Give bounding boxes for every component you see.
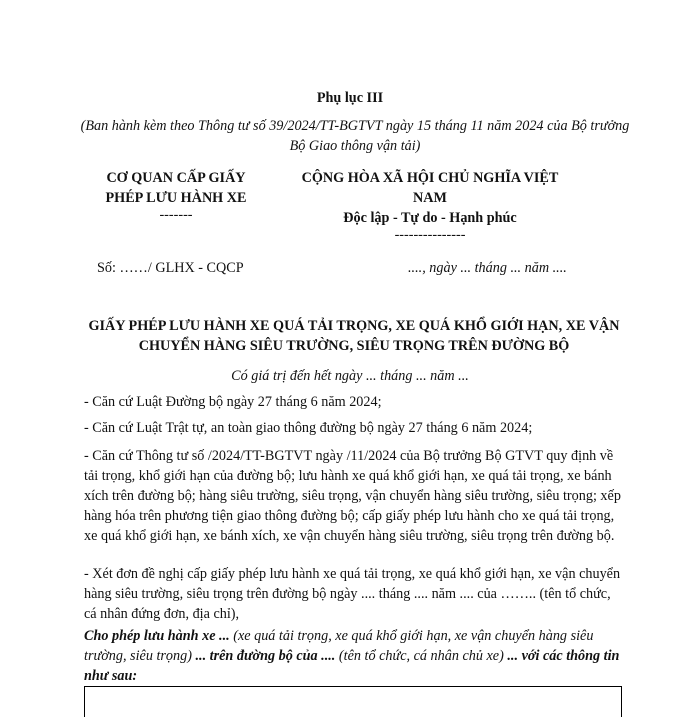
national-divider: --------------- — [394, 227, 466, 243]
grant-part-3: ... trên đường bộ của .... — [195, 648, 336, 664]
national-motto: Độc lập - Tự do - Hạnh phúc — [343, 210, 517, 226]
vehicle-info-table — [84, 686, 622, 717]
agency-line-2: PHÉP LƯU HÀNH XE — [105, 190, 247, 206]
document-number: Số: ……/ GLHX - CQCP — [97, 260, 244, 276]
grant-part-2: (xe quá tải trọng, xe quá khổ giới hạn, xe vận chuyển hàng siêu trường, siêu trọng) — [84, 628, 594, 664]
legal-basis-item: - Xét đơn đề nghị cấp giấy phép lưu hành xe quá tải trọng, xe quá khổ giới hạn, xe vận chuyển hàng siêu trường, siêu trọng trên đường bộ ngày .... tháng .... năm .... của …….. (tên tổ chức, cá nhân đứng đơn, địa chỉ), — [84, 566, 621, 622]
appendix-subtitle: (Ban hành kèm theo Thông tư số 39/2024/TT-BGTVT ngày 15 tháng 11 năm 2024 của Bộ trưởng Bộ Giao thông vận tải) — [80, 118, 630, 154]
document-date: ...., ngày ... tháng ... năm .... — [408, 260, 567, 276]
validity-line: Có giá trị đến hết ngày ... tháng ... năm ... — [231, 368, 469, 384]
national-name-line-2: NAM — [413, 190, 447, 206]
legal-basis-item: - Căn cứ Thông tư số /2024/TT-BGTVT ngày /11/2024 của Bộ trưởng Bộ GTVT quy định về tải trọng, khổ giới hạn của đường bộ; lưu hành xe quá khổ giới hạn, xe quá tải trọng, xe bánh xích trên đường bộ; hàng siêu trường, siêu trọng, vận chuyển hàng siêu trường, siêu trọng; xếp hàng hóa trên phương tiện giao thông đường bộ; cấp giấy phép lưu hành cho xe quá tải trọng, xe quá khổ giới hạn, xe bánh xích, xe vận chuyển hàng siêu trường, siêu trọng trên đường bộ. — [84, 448, 621, 544]
national-header — [280, 168, 580, 242]
grant-part-4: (tên tổ chức, cá nhân chủ xe) — [335, 648, 508, 664]
permit-title: GIẤY PHÉP LƯU HÀNH XE QUÁ TẢI TRỌNG, XE QUÁ KHỔ GIỚI HẠN, XE VẬN CHUYỂN HÀNG SIÊU TRƯỜNG, SIÊU TRỌNG TRÊN ĐƯỜNG BỘ — [88, 318, 620, 354]
grant-part-5: ... với các thông tin như sau: — [84, 648, 620, 684]
national-name-line-1: CỘNG HÒA XÃ HỘI CHỦ NGHĨA VIỆT — [301, 170, 559, 186]
grant-part-1: Cho phép lưu hành xe ... — [84, 628, 230, 644]
legal-basis-item: - Căn cứ Luật Đường bộ ngày 27 tháng 6 năm 2024; — [84, 394, 382, 410]
agency-divider: ------- — [159, 207, 193, 223]
issuing-agency-header — [82, 168, 270, 222]
appendix-title: Phụ lục III — [316, 90, 384, 106]
legal-basis-item: - Căn cứ Luật Trật tự, an toàn giao thông đường bộ ngày 27 tháng 6 năm 2024; — [84, 420, 533, 436]
grant-statement — [84, 626, 630, 686]
agency-line-1: CƠ QUAN CẤP GIẤY — [106, 170, 246, 186]
